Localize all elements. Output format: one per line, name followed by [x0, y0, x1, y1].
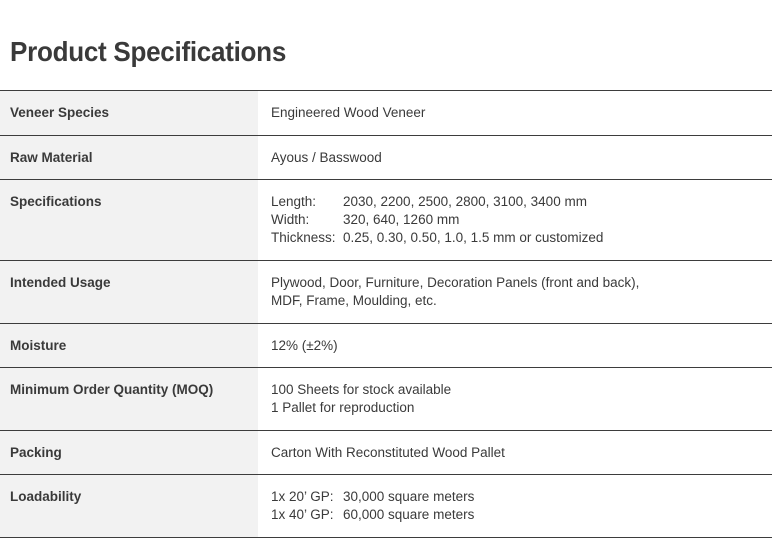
- spec-value: 0.25, 0.30, 0.50, 1.0, 1.5 mm or customized: [343, 230, 604, 245]
- row-label: Intended Usage: [0, 261, 258, 323]
- spec-key: Length:: [271, 194, 317, 209]
- spec-thickness: [271, 229, 762, 247]
- table-row-moisture: [0, 324, 772, 368]
- row-label: Minimum Order Quantity (MOQ): [0, 368, 258, 430]
- row-value: [258, 475, 772, 537]
- table-row-veneer-species: [0, 91, 772, 136]
- load-40gp: [271, 506, 762, 524]
- table-row-specifications: [0, 180, 772, 261]
- row-label: Raw Material: [0, 136, 258, 179]
- row-value: [258, 136, 772, 179]
- row-value: [258, 431, 772, 474]
- spec-key: Thickness:: [271, 230, 336, 245]
- value-text: Engineered Wood Veneer: [271, 105, 426, 120]
- table-row-moq: [0, 368, 772, 431]
- spec-key: Width:: [271, 212, 310, 227]
- page-title: Product Specifications: [10, 36, 287, 67]
- value-text: 12% (±2%): [271, 338, 338, 353]
- spec-value: 320, 640, 1260 mm: [343, 212, 460, 227]
- value-text: MDF, Frame, Moulding, etc.: [271, 293, 437, 308]
- row-label: Veneer Species: [0, 91, 258, 135]
- value-text: 100 Sheets for stock available: [271, 382, 452, 397]
- table-row-packing: [0, 431, 772, 475]
- row-value: [258, 324, 772, 367]
- load-key: 1x 20’ GP:: [271, 489, 334, 504]
- spec-length: [271, 193, 762, 211]
- load-value: 60,000 square meters: [343, 507, 475, 522]
- spec-width: [271, 211, 762, 229]
- row-label: Moisture: [0, 324, 258, 367]
- load-20gp: [271, 488, 762, 506]
- load-key: 1x 40’ GP:: [271, 507, 334, 522]
- table-row-intended-usage: [0, 261, 772, 324]
- table-row-raw-material: [0, 136, 772, 180]
- row-value: [258, 180, 772, 260]
- row-value: [258, 91, 772, 135]
- row-label: Packing: [0, 431, 258, 474]
- table-row-loadability: [0, 475, 772, 538]
- spec-value: 2030, 2200, 2500, 2800, 3100, 3400 mm: [343, 194, 587, 209]
- row-label: Specifications: [0, 180, 258, 260]
- value-text: Plywood, Door, Furniture, Decoration Panels (front and back),: [271, 275, 640, 290]
- row-value: [258, 261, 772, 323]
- row-value: [258, 368, 772, 430]
- value-text: Carton With Reconstituted Wood Pallet: [271, 445, 505, 460]
- load-value: 30,000 square meters: [343, 489, 475, 504]
- value-text: Ayous / Basswood: [271, 150, 382, 165]
- specifications-table: [0, 90, 772, 538]
- row-label: Loadability: [0, 475, 258, 537]
- value-text: 1 Pallet for reproduction: [271, 400, 415, 415]
